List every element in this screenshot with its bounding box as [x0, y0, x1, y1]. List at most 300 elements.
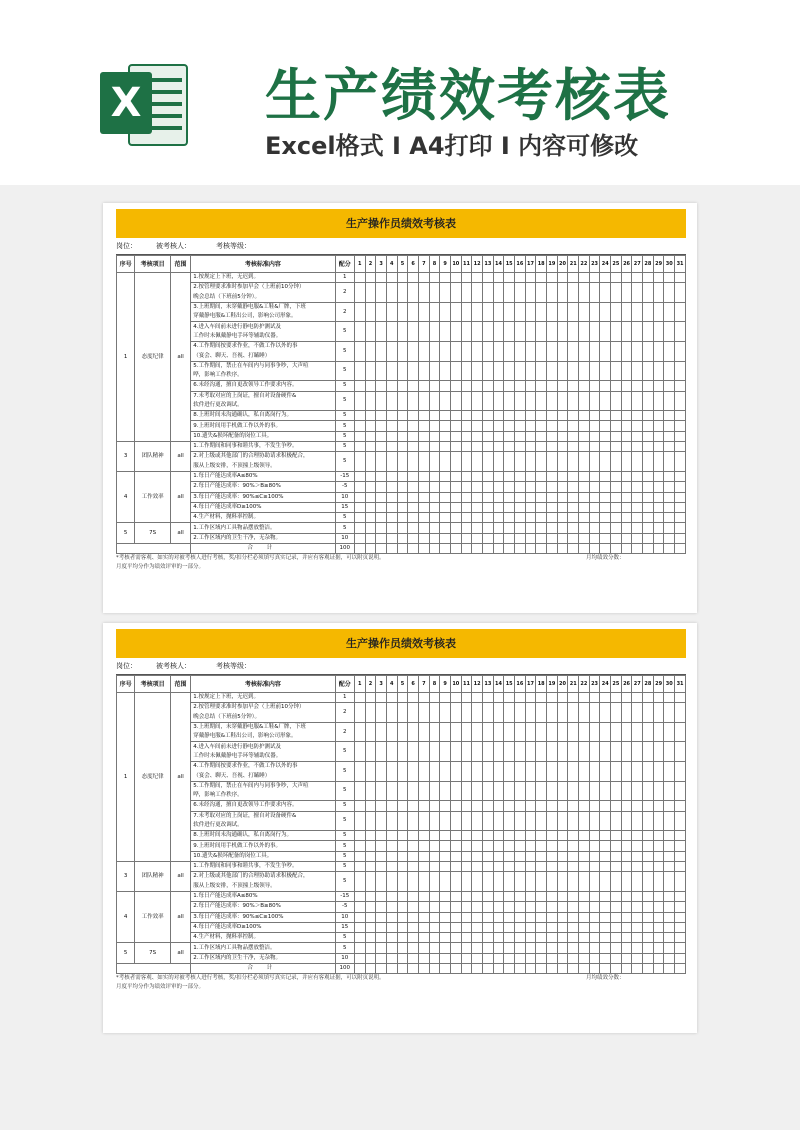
day-score-cell[interactable] [643, 471, 654, 481]
day-score-cell[interactable] [664, 411, 675, 421]
day-score-cell[interactable] [397, 703, 408, 723]
day-score-cell[interactable] [515, 722, 526, 742]
day-score-cell[interactable] [611, 742, 622, 762]
day-score-cell[interactable] [397, 943, 408, 953]
day-score-cell[interactable] [664, 513, 675, 523]
day-score-cell[interactable] [493, 891, 504, 901]
day-score-cell[interactable] [397, 452, 408, 472]
day-score-cell[interactable] [429, 482, 440, 492]
day-total-cell[interactable] [621, 964, 632, 974]
day-score-cell[interactable] [418, 693, 429, 703]
day-score-cell[interactable] [589, 801, 600, 811]
day-score-cell[interactable] [376, 431, 387, 441]
day-score-cell[interactable] [376, 523, 387, 533]
day-score-cell[interactable] [600, 943, 611, 953]
day-score-cell[interactable] [483, 411, 494, 421]
day-score-cell[interactable] [536, 912, 547, 922]
day-score-cell[interactable] [515, 492, 526, 502]
day-score-cell[interactable] [600, 523, 611, 533]
day-score-cell[interactable] [504, 912, 515, 922]
day-score-cell[interactable] [461, 943, 472, 953]
day-score-cell[interactable] [653, 922, 664, 932]
day-score-cell[interactable] [472, 342, 483, 362]
day-score-cell[interactable] [653, 391, 664, 411]
day-score-cell[interactable] [611, 283, 622, 303]
day-score-cell[interactable] [579, 502, 590, 512]
day-score-cell[interactable] [450, 361, 461, 381]
day-score-cell[interactable] [365, 891, 376, 901]
day-score-cell[interactable] [418, 762, 429, 782]
day-score-cell[interactable] [440, 943, 451, 953]
day-score-cell[interactable] [525, 502, 536, 512]
day-score-cell[interactable] [515, 693, 526, 703]
day-score-cell[interactable] [504, 933, 515, 943]
day-score-cell[interactable] [515, 801, 526, 811]
day-score-cell[interactable] [664, 533, 675, 543]
day-score-cell[interactable] [461, 452, 472, 472]
day-score-cell[interactable] [504, 391, 515, 411]
day-score-cell[interactable] [557, 851, 568, 861]
day-score-cell[interactable] [643, 523, 654, 533]
day-score-cell[interactable] [450, 533, 461, 543]
day-score-cell[interactable] [504, 411, 515, 421]
day-score-cell[interactable] [600, 492, 611, 502]
day-total-cell[interactable] [611, 964, 622, 974]
day-score-cell[interactable] [675, 492, 686, 502]
day-score-cell[interactable] [376, 933, 387, 943]
day-score-cell[interactable] [600, 302, 611, 322]
day-score-cell[interactable] [354, 831, 365, 841]
day-score-cell[interactable] [536, 762, 547, 782]
day-score-cell[interactable] [611, 811, 622, 831]
day-score-cell[interactable] [493, 742, 504, 762]
day-score-cell[interactable] [568, 381, 579, 391]
day-score-cell[interactable] [461, 781, 472, 801]
day-score-cell[interactable] [621, 322, 632, 342]
day-score-cell[interactable] [450, 933, 461, 943]
day-score-cell[interactable] [483, 322, 494, 342]
day-total-cell[interactable] [418, 544, 429, 554]
day-score-cell[interactable] [611, 361, 622, 381]
day-score-cell[interactable] [483, 533, 494, 543]
day-score-cell[interactable] [450, 381, 461, 391]
day-score-cell[interactable] [365, 452, 376, 472]
day-score-cell[interactable] [568, 722, 579, 742]
day-score-cell[interactable] [621, 943, 632, 953]
day-score-cell[interactable] [408, 361, 419, 381]
day-score-cell[interactable] [386, 851, 397, 861]
day-score-cell[interactable] [621, 442, 632, 452]
day-score-cell[interactable] [504, 943, 515, 953]
day-score-cell[interactable] [418, 703, 429, 723]
day-score-cell[interactable] [653, 902, 664, 912]
day-score-cell[interactable] [643, 442, 654, 452]
day-score-cell[interactable] [611, 781, 622, 801]
day-score-cell[interactable] [632, 801, 643, 811]
day-score-cell[interactable] [589, 722, 600, 742]
day-score-cell[interactable] [418, 851, 429, 861]
day-score-cell[interactable] [397, 391, 408, 411]
day-score-cell[interactable] [365, 693, 376, 703]
day-total-cell[interactable] [621, 544, 632, 554]
day-score-cell[interactable] [525, 533, 536, 543]
day-score-cell[interactable] [450, 851, 461, 861]
day-score-cell[interactable] [589, 762, 600, 782]
day-score-cell[interactable] [557, 872, 568, 892]
day-score-cell[interactable] [461, 831, 472, 841]
day-score-cell[interactable] [354, 502, 365, 512]
day-score-cell[interactable] [557, 722, 568, 742]
day-score-cell[interactable] [579, 361, 590, 381]
day-score-cell[interactable] [386, 391, 397, 411]
day-score-cell[interactable] [536, 943, 547, 953]
day-score-cell[interactable] [589, 533, 600, 543]
day-score-cell[interactable] [493, 471, 504, 481]
day-score-cell[interactable] [504, 801, 515, 811]
day-score-cell[interactable] [664, 703, 675, 723]
day-score-cell[interactable] [632, 693, 643, 703]
day-score-cell[interactable] [568, 872, 579, 892]
day-score-cell[interactable] [653, 442, 664, 452]
day-score-cell[interactable] [547, 742, 558, 762]
day-score-cell[interactable] [579, 831, 590, 841]
day-score-cell[interactable] [589, 953, 600, 963]
day-score-cell[interactable] [611, 912, 622, 922]
day-score-cell[interactable] [504, 811, 515, 831]
day-score-cell[interactable] [611, 431, 622, 441]
day-score-cell[interactable] [557, 411, 568, 421]
day-score-cell[interactable] [354, 862, 365, 872]
day-score-cell[interactable] [365, 322, 376, 342]
day-score-cell[interactable] [643, 862, 654, 872]
day-score-cell[interactable] [504, 431, 515, 441]
day-score-cell[interactable] [611, 933, 622, 943]
day-score-cell[interactable] [632, 361, 643, 381]
day-score-cell[interactable] [472, 933, 483, 943]
day-score-cell[interactable] [643, 492, 654, 502]
day-score-cell[interactable] [664, 762, 675, 782]
day-score-cell[interactable] [568, 442, 579, 452]
day-score-cell[interactable] [365, 492, 376, 502]
day-score-cell[interactable] [621, 283, 632, 303]
day-score-cell[interactable] [621, 492, 632, 502]
day-score-cell[interactable] [568, 891, 579, 901]
day-score-cell[interactable] [376, 902, 387, 912]
day-score-cell[interactable] [440, 421, 451, 431]
day-score-cell[interactable] [589, 421, 600, 431]
day-score-cell[interactable] [653, 912, 664, 922]
day-score-cell[interactable] [525, 703, 536, 723]
day-score-cell[interactable] [440, 912, 451, 922]
day-score-cell[interactable] [653, 361, 664, 381]
day-total-cell[interactable] [589, 964, 600, 974]
day-score-cell[interactable] [568, 902, 579, 912]
day-score-cell[interactable] [472, 513, 483, 523]
day-score-cell[interactable] [611, 953, 622, 963]
day-score-cell[interactable] [621, 421, 632, 431]
day-score-cell[interactable] [450, 421, 461, 431]
day-score-cell[interactable] [653, 533, 664, 543]
day-score-cell[interactable] [611, 513, 622, 523]
day-score-cell[interactable] [589, 361, 600, 381]
day-score-cell[interactable] [354, 471, 365, 481]
day-score-cell[interactable] [525, 431, 536, 441]
day-score-cell[interactable] [450, 693, 461, 703]
day-score-cell[interactable] [408, 273, 419, 283]
day-score-cell[interactable] [365, 811, 376, 831]
day-score-cell[interactable] [515, 912, 526, 922]
day-score-cell[interactable] [483, 283, 494, 303]
day-score-cell[interactable] [483, 361, 494, 381]
day-score-cell[interactable] [643, 342, 654, 362]
day-score-cell[interactable] [579, 523, 590, 533]
day-score-cell[interactable] [568, 762, 579, 782]
day-score-cell[interactable] [643, 452, 654, 472]
day-score-cell[interactable] [632, 302, 643, 322]
day-score-cell[interactable] [589, 703, 600, 723]
day-score-cell[interactable] [621, 902, 632, 912]
day-score-cell[interactable] [450, 891, 461, 901]
day-score-cell[interactable] [579, 452, 590, 472]
day-score-cell[interactable] [493, 943, 504, 953]
day-score-cell[interactable] [547, 912, 558, 922]
day-total-cell[interactable] [589, 544, 600, 554]
day-score-cell[interactable] [675, 841, 686, 851]
day-score-cell[interactable] [483, 391, 494, 411]
day-score-cell[interactable] [525, 342, 536, 362]
day-score-cell[interactable] [600, 452, 611, 472]
day-score-cell[interactable] [418, 381, 429, 391]
day-score-cell[interactable] [675, 391, 686, 411]
day-score-cell[interactable] [579, 703, 590, 723]
day-score-cell[interactable] [440, 742, 451, 762]
day-score-cell[interactable] [600, 922, 611, 932]
day-score-cell[interactable] [579, 762, 590, 782]
day-score-cell[interactable] [557, 762, 568, 782]
day-score-cell[interactable] [611, 391, 622, 411]
day-score-cell[interactable] [483, 811, 494, 831]
day-score-cell[interactable] [579, 943, 590, 953]
day-score-cell[interactable] [450, 953, 461, 963]
day-score-cell[interactable] [354, 322, 365, 342]
day-score-cell[interactable] [611, 381, 622, 391]
day-score-cell[interactable] [589, 693, 600, 703]
day-score-cell[interactable] [483, 342, 494, 362]
day-score-cell[interactable] [525, 482, 536, 492]
day-score-cell[interactable] [365, 513, 376, 523]
day-score-cell[interactable] [664, 361, 675, 381]
day-score-cell[interactable] [429, 342, 440, 362]
day-score-cell[interactable] [621, 781, 632, 801]
day-score-cell[interactable] [386, 943, 397, 953]
day-score-cell[interactable] [515, 943, 526, 953]
day-score-cell[interactable] [515, 302, 526, 322]
day-score-cell[interactable] [450, 781, 461, 801]
day-score-cell[interactable] [653, 302, 664, 322]
day-score-cell[interactable] [354, 872, 365, 892]
day-score-cell[interactable] [440, 492, 451, 502]
day-score-cell[interactable] [536, 831, 547, 841]
day-score-cell[interactable] [440, 391, 451, 411]
day-score-cell[interactable] [600, 953, 611, 963]
day-score-cell[interactable] [408, 831, 419, 841]
day-score-cell[interactable] [536, 482, 547, 492]
day-score-cell[interactable] [643, 502, 654, 512]
day-score-cell[interactable] [664, 801, 675, 811]
day-score-cell[interactable] [557, 912, 568, 922]
day-score-cell[interactable] [547, 703, 558, 723]
day-score-cell[interactable] [675, 533, 686, 543]
day-score-cell[interactable] [664, 471, 675, 481]
day-total-cell[interactable] [450, 544, 461, 554]
day-score-cell[interactable] [515, 862, 526, 872]
day-score-cell[interactable] [675, 513, 686, 523]
day-score-cell[interactable] [568, 703, 579, 723]
day-score-cell[interactable] [429, 851, 440, 861]
day-score-cell[interactable] [621, 862, 632, 872]
day-score-cell[interactable] [664, 722, 675, 742]
day-score-cell[interactable] [429, 322, 440, 342]
day-score-cell[interactable] [653, 703, 664, 723]
day-score-cell[interactable] [664, 902, 675, 912]
day-score-cell[interactable] [365, 283, 376, 303]
day-score-cell[interactable] [397, 482, 408, 492]
day-score-cell[interactable] [675, 953, 686, 963]
day-score-cell[interactable] [354, 953, 365, 963]
day-score-cell[interactable] [632, 471, 643, 481]
day-score-cell[interactable] [472, 421, 483, 431]
day-score-cell[interactable] [525, 953, 536, 963]
day-score-cell[interactable] [611, 801, 622, 811]
day-score-cell[interactable] [600, 482, 611, 492]
day-score-cell[interactable] [675, 943, 686, 953]
day-score-cell[interactable] [664, 831, 675, 841]
day-score-cell[interactable] [493, 431, 504, 441]
day-score-cell[interactable] [461, 442, 472, 452]
day-score-cell[interactable] [408, 523, 419, 533]
day-score-cell[interactable] [557, 381, 568, 391]
day-score-cell[interactable] [429, 811, 440, 831]
day-score-cell[interactable] [376, 891, 387, 901]
day-score-cell[interactable] [440, 841, 451, 851]
day-score-cell[interactable] [621, 742, 632, 762]
day-score-cell[interactable] [611, 722, 622, 742]
day-score-cell[interactable] [354, 703, 365, 723]
day-score-cell[interactable] [525, 801, 536, 811]
day-score-cell[interactable] [483, 872, 494, 892]
day-score-cell[interactable] [536, 933, 547, 943]
day-score-cell[interactable] [493, 862, 504, 872]
day-total-cell[interactable] [365, 964, 376, 974]
day-score-cell[interactable] [515, 273, 526, 283]
day-score-cell[interactable] [408, 471, 419, 481]
day-score-cell[interactable] [632, 953, 643, 963]
day-score-cell[interactable] [579, 283, 590, 303]
day-score-cell[interactable] [386, 283, 397, 303]
day-score-cell[interactable] [664, 502, 675, 512]
day-score-cell[interactable] [418, 502, 429, 512]
day-score-cell[interactable] [493, 811, 504, 831]
day-score-cell[interactable] [525, 471, 536, 481]
day-score-cell[interactable] [418, 471, 429, 481]
day-score-cell[interactable] [557, 801, 568, 811]
day-score-cell[interactable] [386, 922, 397, 932]
day-score-cell[interactable] [418, 492, 429, 502]
day-score-cell[interactable] [600, 431, 611, 441]
day-score-cell[interactable] [429, 381, 440, 391]
day-score-cell[interactable] [579, 411, 590, 421]
day-score-cell[interactable] [440, 831, 451, 841]
day-score-cell[interactable] [504, 452, 515, 472]
day-score-cell[interactable] [483, 302, 494, 322]
day-score-cell[interactable] [589, 922, 600, 932]
day-score-cell[interactable] [354, 421, 365, 431]
day-score-cell[interactable] [632, 523, 643, 533]
day-score-cell[interactable] [568, 912, 579, 922]
day-score-cell[interactable] [643, 283, 654, 303]
day-score-cell[interactable] [483, 851, 494, 861]
day-score-cell[interactable] [354, 902, 365, 912]
day-score-cell[interactable] [376, 742, 387, 762]
day-score-cell[interactable] [386, 891, 397, 901]
day-score-cell[interactable] [579, 302, 590, 322]
day-score-cell[interactable] [643, 742, 654, 762]
day-score-cell[interactable] [632, 703, 643, 723]
day-score-cell[interactable] [557, 862, 568, 872]
day-score-cell[interactable] [493, 421, 504, 431]
day-score-cell[interactable] [525, 781, 536, 801]
day-score-cell[interactable] [525, 831, 536, 841]
day-score-cell[interactable] [547, 342, 558, 362]
day-total-cell[interactable] [461, 964, 472, 974]
day-score-cell[interactable] [632, 943, 643, 953]
day-total-cell[interactable] [504, 544, 515, 554]
day-score-cell[interactable] [386, 322, 397, 342]
day-score-cell[interactable] [611, 502, 622, 512]
day-score-cell[interactable] [354, 391, 365, 411]
day-score-cell[interactable] [664, 922, 675, 932]
day-score-cell[interactable] [408, 811, 419, 831]
day-score-cell[interactable] [536, 533, 547, 543]
day-score-cell[interactable] [418, 912, 429, 922]
day-score-cell[interactable] [386, 841, 397, 851]
day-score-cell[interactable] [418, 943, 429, 953]
day-score-cell[interactable] [515, 283, 526, 303]
day-total-cell[interactable] [632, 964, 643, 974]
day-score-cell[interactable] [568, 841, 579, 851]
day-score-cell[interactable] [397, 421, 408, 431]
day-score-cell[interactable] [621, 762, 632, 782]
day-score-cell[interactable] [408, 502, 419, 512]
day-score-cell[interactable] [429, 872, 440, 892]
day-total-cell[interactable] [440, 964, 451, 974]
day-score-cell[interactable] [600, 273, 611, 283]
day-score-cell[interactable] [354, 302, 365, 322]
day-score-cell[interactable] [632, 533, 643, 543]
day-score-cell[interactable] [557, 442, 568, 452]
day-score-cell[interactable] [664, 851, 675, 861]
day-score-cell[interactable] [472, 872, 483, 892]
day-score-cell[interactable] [547, 411, 558, 421]
day-score-cell[interactable] [376, 953, 387, 963]
day-score-cell[interactable] [376, 283, 387, 303]
day-score-cell[interactable] [600, 872, 611, 892]
day-score-cell[interactable] [589, 513, 600, 523]
day-score-cell[interactable] [600, 831, 611, 841]
day-score-cell[interactable] [429, 513, 440, 523]
day-score-cell[interactable] [483, 442, 494, 452]
day-score-cell[interactable] [643, 482, 654, 492]
